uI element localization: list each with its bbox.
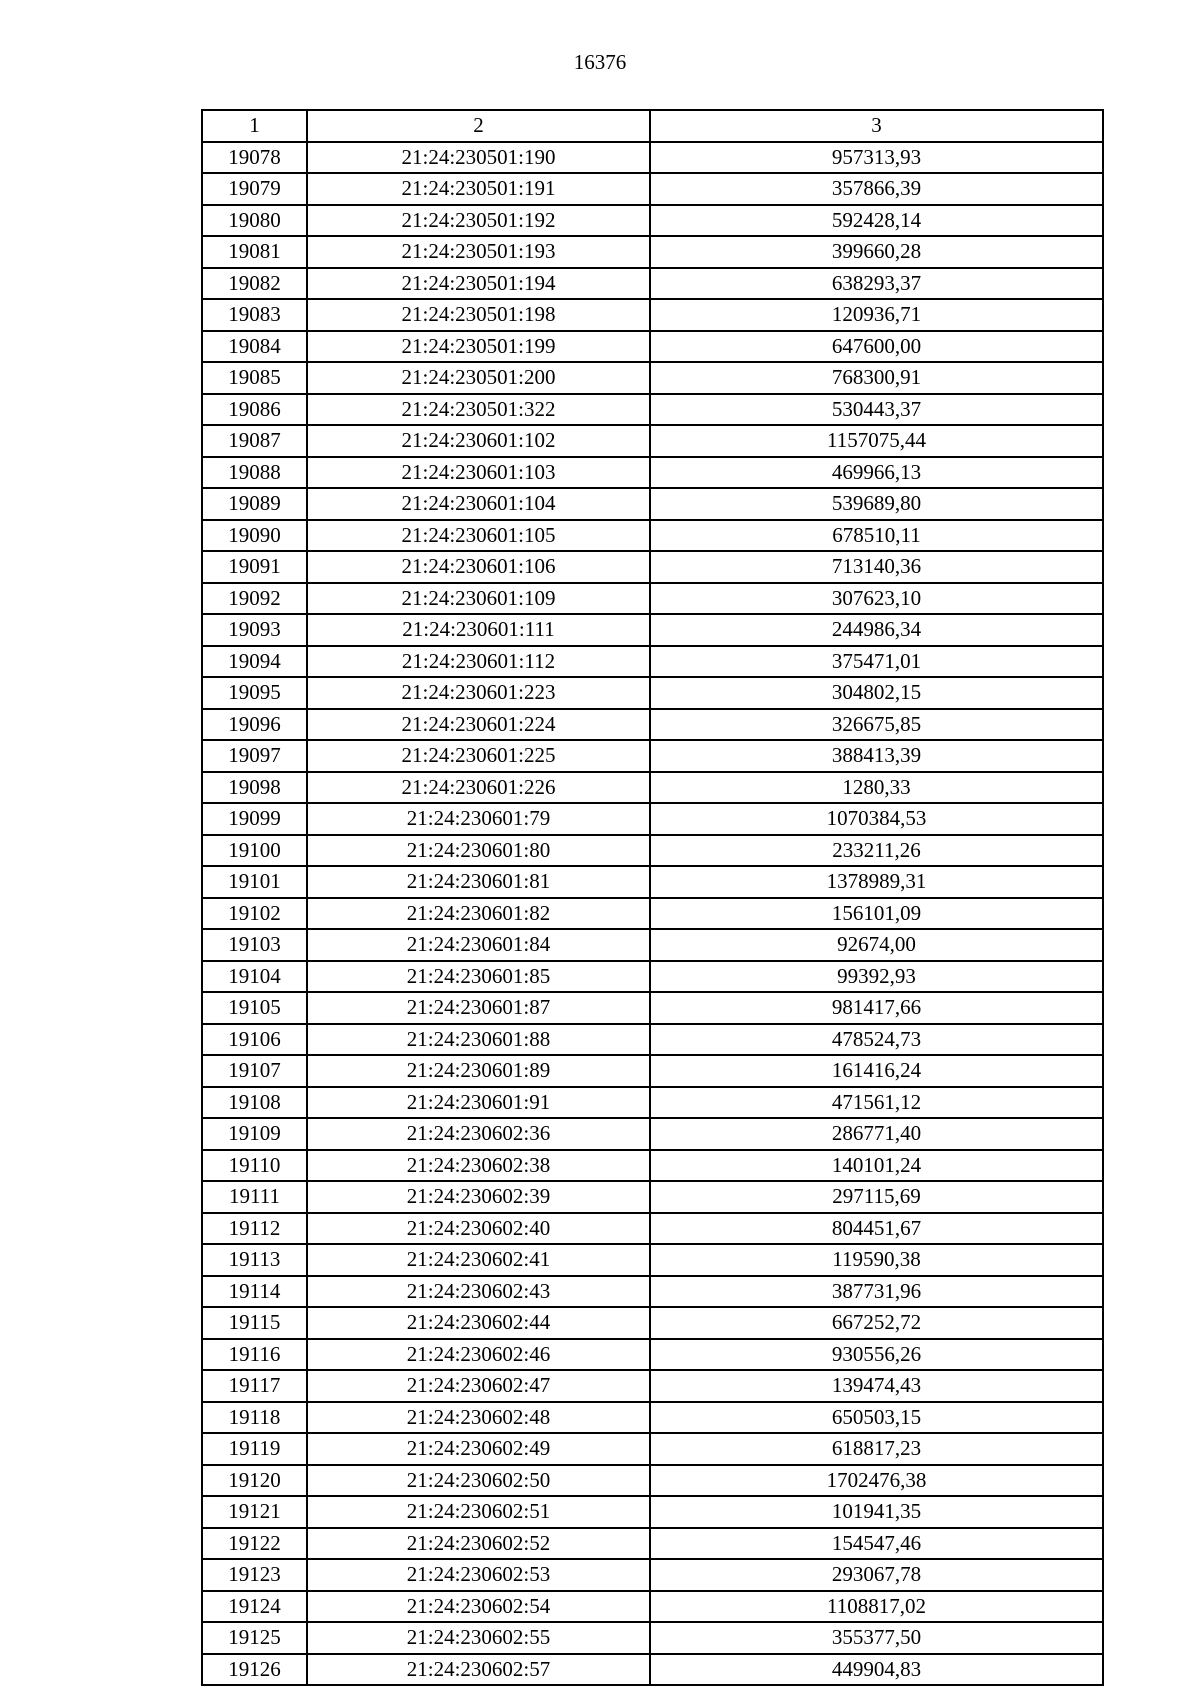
value-cell: 139474,43 bbox=[650, 1370, 1103, 1402]
table-row bbox=[202, 551, 1103, 583]
row-number-cell: 19123 bbox=[202, 1559, 307, 1591]
row-number-cell: 19087 bbox=[202, 425, 307, 457]
row-number-cell: 19101 bbox=[202, 866, 307, 898]
row-number-cell: 19113 bbox=[202, 1244, 307, 1276]
cadastral-number-cell: 21:24:230601:106 bbox=[307, 551, 650, 583]
cadastral-number-cell: 21:24:230501:193 bbox=[307, 236, 650, 268]
row-number-cell: 19093 bbox=[202, 614, 307, 646]
cadastral-number-cell: 21:24:230501:199 bbox=[307, 331, 650, 363]
cadastral-number-cell: 21:24:230601:111 bbox=[307, 614, 650, 646]
cadastral-number-cell: 21:24:230601:224 bbox=[307, 709, 650, 741]
value-cell: 140101,24 bbox=[650, 1150, 1103, 1182]
row-number-cell: 19082 bbox=[202, 268, 307, 300]
table-row bbox=[202, 331, 1103, 363]
cadastral-number-cell: 21:24:230602:52 bbox=[307, 1528, 650, 1560]
cadastral-number-cell: 21:24:230601:105 bbox=[307, 520, 650, 552]
cadastral-number-cell: 21:24:230601:80 bbox=[307, 835, 650, 867]
table-row bbox=[202, 929, 1103, 961]
cadastral-number-cell: 21:24:230501:200 bbox=[307, 362, 650, 394]
cadastral-number-cell: 21:24:230602:41 bbox=[307, 1244, 650, 1276]
cadastral-number-cell: 21:24:230602:44 bbox=[307, 1307, 650, 1339]
table-row bbox=[202, 835, 1103, 867]
table-row bbox=[202, 866, 1103, 898]
cadastral-number-cell: 21:24:230601:102 bbox=[307, 425, 650, 457]
column-header-1: 1 bbox=[202, 110, 307, 142]
value-cell: 678510,11 bbox=[650, 520, 1103, 552]
value-cell: 99392,93 bbox=[650, 961, 1103, 993]
row-number-cell: 19118 bbox=[202, 1402, 307, 1434]
row-number-cell: 19098 bbox=[202, 772, 307, 804]
row-number-cell: 19084 bbox=[202, 331, 307, 363]
row-number-cell: 19110 bbox=[202, 1150, 307, 1182]
cadastral-number-cell: 21:24:230501:190 bbox=[307, 142, 650, 174]
value-cell: 119590,38 bbox=[650, 1244, 1103, 1276]
cadastral-number-cell: 21:24:230601:88 bbox=[307, 1024, 650, 1056]
value-cell: 156101,09 bbox=[650, 898, 1103, 930]
table-row bbox=[202, 1181, 1103, 1213]
table-row bbox=[202, 205, 1103, 237]
cadastral-number-cell: 21:24:230602:38 bbox=[307, 1150, 650, 1182]
value-cell: 307623,10 bbox=[650, 583, 1103, 615]
value-cell: 981417,66 bbox=[650, 992, 1103, 1024]
table-row bbox=[202, 1591, 1103, 1623]
table-row bbox=[202, 1654, 1103, 1686]
row-number-cell: 19083 bbox=[202, 299, 307, 331]
cadastral-number-cell: 21:24:230601:82 bbox=[307, 898, 650, 930]
row-number-cell: 19116 bbox=[202, 1339, 307, 1371]
row-number-cell: 19094 bbox=[202, 646, 307, 678]
cadastral-number-cell: 21:24:230602:57 bbox=[307, 1654, 650, 1686]
row-number-cell: 19106 bbox=[202, 1024, 307, 1056]
table-row bbox=[202, 992, 1103, 1024]
table-row bbox=[202, 740, 1103, 772]
value-cell: 650503,15 bbox=[650, 1402, 1103, 1434]
row-number-cell: 19122 bbox=[202, 1528, 307, 1560]
value-cell: 804451,67 bbox=[650, 1213, 1103, 1245]
table-row bbox=[202, 646, 1103, 678]
value-cell: 244986,34 bbox=[650, 614, 1103, 646]
row-number-cell: 19103 bbox=[202, 929, 307, 961]
value-cell: 399660,28 bbox=[650, 236, 1103, 268]
cadastral-number-cell: 21:24:230601:84 bbox=[307, 929, 650, 961]
table-row bbox=[202, 362, 1103, 394]
cadastral-number-cell: 21:24:230601:223 bbox=[307, 677, 650, 709]
row-number-cell: 19078 bbox=[202, 142, 307, 174]
cadastral-number-cell: 21:24:230602:49 bbox=[307, 1433, 650, 1465]
table-row bbox=[202, 1402, 1103, 1434]
row-number-cell: 19125 bbox=[202, 1622, 307, 1654]
value-cell: 101941,35 bbox=[650, 1496, 1103, 1528]
value-cell: 713140,36 bbox=[650, 551, 1103, 583]
table-row bbox=[202, 1528, 1103, 1560]
value-cell: 388413,39 bbox=[650, 740, 1103, 772]
table-row bbox=[202, 1087, 1103, 1119]
row-number-cell: 19115 bbox=[202, 1307, 307, 1339]
cadastral-number-cell: 21:24:230602:39 bbox=[307, 1181, 650, 1213]
table-row bbox=[202, 1496, 1103, 1528]
value-cell: 161416,24 bbox=[650, 1055, 1103, 1087]
value-cell: 1070384,53 bbox=[650, 803, 1103, 835]
table-row bbox=[202, 1559, 1103, 1591]
value-cell: 355377,50 bbox=[650, 1622, 1103, 1654]
cadastral-number-cell: 21:24:230602:50 bbox=[307, 1465, 650, 1497]
cadastral-number-cell: 21:24:230601:89 bbox=[307, 1055, 650, 1087]
table-row bbox=[202, 142, 1103, 174]
cadastral-number-cell: 21:24:230601:104 bbox=[307, 488, 650, 520]
table-row bbox=[202, 1622, 1103, 1654]
row-number-cell: 19102 bbox=[202, 898, 307, 930]
cadastral-number-cell: 21:24:230601:79 bbox=[307, 803, 650, 835]
row-number-cell: 19091 bbox=[202, 551, 307, 583]
cadastral-number-cell: 21:24:230602:36 bbox=[307, 1118, 650, 1150]
value-cell: 1378989,31 bbox=[650, 866, 1103, 898]
cadastral-number-cell: 21:24:230602:47 bbox=[307, 1370, 650, 1402]
row-number-cell: 19096 bbox=[202, 709, 307, 741]
cadastral-number-cell: 21:24:230501:194 bbox=[307, 268, 650, 300]
value-cell: 449904,83 bbox=[650, 1654, 1103, 1686]
cadastral-number-cell: 21:24:230601:112 bbox=[307, 646, 650, 678]
value-cell: 539689,80 bbox=[650, 488, 1103, 520]
table-row bbox=[202, 457, 1103, 489]
table-row bbox=[202, 1150, 1103, 1182]
row-number-cell: 19100 bbox=[202, 835, 307, 867]
table-row bbox=[202, 1465, 1103, 1497]
cadastral-number-cell: 21:24:230602:40 bbox=[307, 1213, 650, 1245]
value-cell: 592428,14 bbox=[650, 205, 1103, 237]
row-number-cell: 19111 bbox=[202, 1181, 307, 1213]
row-number-cell: 19081 bbox=[202, 236, 307, 268]
row-number-cell: 19120 bbox=[202, 1465, 307, 1497]
value-cell: 120936,71 bbox=[650, 299, 1103, 331]
cadastral-number-cell: 21:24:230602:46 bbox=[307, 1339, 650, 1371]
table-row bbox=[202, 1118, 1103, 1150]
table-row bbox=[202, 1276, 1103, 1308]
table-row bbox=[202, 1055, 1103, 1087]
table-row bbox=[202, 1433, 1103, 1465]
cadastral-number-cell: 21:24:230602:54 bbox=[307, 1591, 650, 1623]
table-row bbox=[202, 394, 1103, 426]
table-row bbox=[202, 961, 1103, 993]
table-row bbox=[202, 173, 1103, 205]
value-cell: 375471,01 bbox=[650, 646, 1103, 678]
value-cell: 957313,93 bbox=[650, 142, 1103, 174]
row-number-cell: 19086 bbox=[202, 394, 307, 426]
value-cell: 154547,46 bbox=[650, 1528, 1103, 1560]
cadastral-number-cell: 21:24:230602:48 bbox=[307, 1402, 650, 1434]
cadastral-number-cell: 21:24:230601:91 bbox=[307, 1087, 650, 1119]
row-number-cell: 19105 bbox=[202, 992, 307, 1024]
row-number-cell: 19099 bbox=[202, 803, 307, 835]
column-header-2: 2 bbox=[307, 110, 650, 142]
table-row bbox=[202, 299, 1103, 331]
row-number-cell: 19109 bbox=[202, 1118, 307, 1150]
table-row bbox=[202, 1213, 1103, 1245]
value-cell: 1157075,44 bbox=[650, 425, 1103, 457]
row-number-cell: 19114 bbox=[202, 1276, 307, 1308]
table-row bbox=[202, 488, 1103, 520]
cadastral-number-cell: 21:24:230601:85 bbox=[307, 961, 650, 993]
value-cell: 471561,12 bbox=[650, 1087, 1103, 1119]
value-cell: 233211,26 bbox=[650, 835, 1103, 867]
value-cell: 286771,40 bbox=[650, 1118, 1103, 1150]
row-number-cell: 19119 bbox=[202, 1433, 307, 1465]
row-number-cell: 19088 bbox=[202, 457, 307, 489]
row-number-cell: 19095 bbox=[202, 677, 307, 709]
cadastral-number-cell: 21:24:230602:55 bbox=[307, 1622, 650, 1654]
value-cell: 1108817,02 bbox=[650, 1591, 1103, 1623]
value-cell: 667252,72 bbox=[650, 1307, 1103, 1339]
cadastral-number-cell: 21:24:230501:198 bbox=[307, 299, 650, 331]
row-number-cell: 19079 bbox=[202, 173, 307, 205]
table-row bbox=[202, 1370, 1103, 1402]
table-body bbox=[202, 142, 1103, 1686]
row-number-cell: 19124 bbox=[202, 1591, 307, 1623]
cadastral-number-cell: 21:24:230601:109 bbox=[307, 583, 650, 615]
value-cell: 638293,37 bbox=[650, 268, 1103, 300]
table-header-row bbox=[202, 110, 1103, 142]
cadastral-number-cell: 21:24:230601:225 bbox=[307, 740, 650, 772]
value-cell: 357866,39 bbox=[650, 173, 1103, 205]
value-cell: 930556,26 bbox=[650, 1339, 1103, 1371]
table-row bbox=[202, 520, 1103, 552]
table-row bbox=[202, 236, 1103, 268]
table-row bbox=[202, 1307, 1103, 1339]
table-row bbox=[202, 583, 1103, 615]
row-number-cell: 19126 bbox=[202, 1654, 307, 1686]
row-number-cell: 19097 bbox=[202, 740, 307, 772]
row-number-cell: 19092 bbox=[202, 583, 307, 615]
value-cell: 478524,73 bbox=[650, 1024, 1103, 1056]
row-number-cell: 19108 bbox=[202, 1087, 307, 1119]
value-cell: 326675,85 bbox=[650, 709, 1103, 741]
value-cell: 768300,91 bbox=[650, 362, 1103, 394]
table-row bbox=[202, 1339, 1103, 1371]
value-cell: 1280,33 bbox=[650, 772, 1103, 804]
data-table bbox=[201, 109, 1104, 1686]
column-header-3: 3 bbox=[650, 110, 1103, 142]
cadastral-number-cell: 21:24:230602:51 bbox=[307, 1496, 650, 1528]
value-cell: 92674,00 bbox=[650, 929, 1103, 961]
row-number-cell: 19104 bbox=[202, 961, 307, 993]
table-row bbox=[202, 677, 1103, 709]
table-row bbox=[202, 772, 1103, 804]
table-row bbox=[202, 1024, 1103, 1056]
cadastral-number-cell: 21:24:230501:191 bbox=[307, 173, 650, 205]
cadastral-number-cell: 21:24:230602:53 bbox=[307, 1559, 650, 1591]
value-cell: 647600,00 bbox=[650, 331, 1103, 363]
table-row bbox=[202, 709, 1103, 741]
table-row bbox=[202, 268, 1103, 300]
cadastral-number-cell: 21:24:230601:103 bbox=[307, 457, 650, 489]
value-cell: 387731,96 bbox=[650, 1276, 1103, 1308]
value-cell: 297115,69 bbox=[650, 1181, 1103, 1213]
cadastral-number-cell: 21:24:230601:81 bbox=[307, 866, 650, 898]
row-number-cell: 19121 bbox=[202, 1496, 307, 1528]
value-cell: 469966,13 bbox=[650, 457, 1103, 489]
table-row bbox=[202, 803, 1103, 835]
value-cell: 1702476,38 bbox=[650, 1465, 1103, 1497]
row-number-cell: 19085 bbox=[202, 362, 307, 394]
page-number: 16376 bbox=[573, 50, 627, 74]
table-row bbox=[202, 614, 1103, 646]
cadastral-number-cell: 21:24:230501:322 bbox=[307, 394, 650, 426]
table-row bbox=[202, 898, 1103, 930]
value-cell: 618817,23 bbox=[650, 1433, 1103, 1465]
row-number-cell: 19090 bbox=[202, 520, 307, 552]
row-number-cell: 19080 bbox=[202, 205, 307, 237]
row-number-cell: 19112 bbox=[202, 1213, 307, 1245]
row-number-cell: 19117 bbox=[202, 1370, 307, 1402]
value-cell: 304802,15 bbox=[650, 677, 1103, 709]
value-cell: 530443,37 bbox=[650, 394, 1103, 426]
cadastral-number-cell: 21:24:230602:43 bbox=[307, 1276, 650, 1308]
table-row bbox=[202, 425, 1103, 457]
cadastral-number-cell: 21:24:230501:192 bbox=[307, 205, 650, 237]
value-cell: 293067,78 bbox=[650, 1559, 1103, 1591]
row-number-cell: 19089 bbox=[202, 488, 307, 520]
table-row bbox=[202, 1244, 1103, 1276]
row-number-cell: 19107 bbox=[202, 1055, 307, 1087]
cadastral-number-cell: 21:24:230601:87 bbox=[307, 992, 650, 1024]
cadastral-number-cell: 21:24:230601:226 bbox=[307, 772, 650, 804]
